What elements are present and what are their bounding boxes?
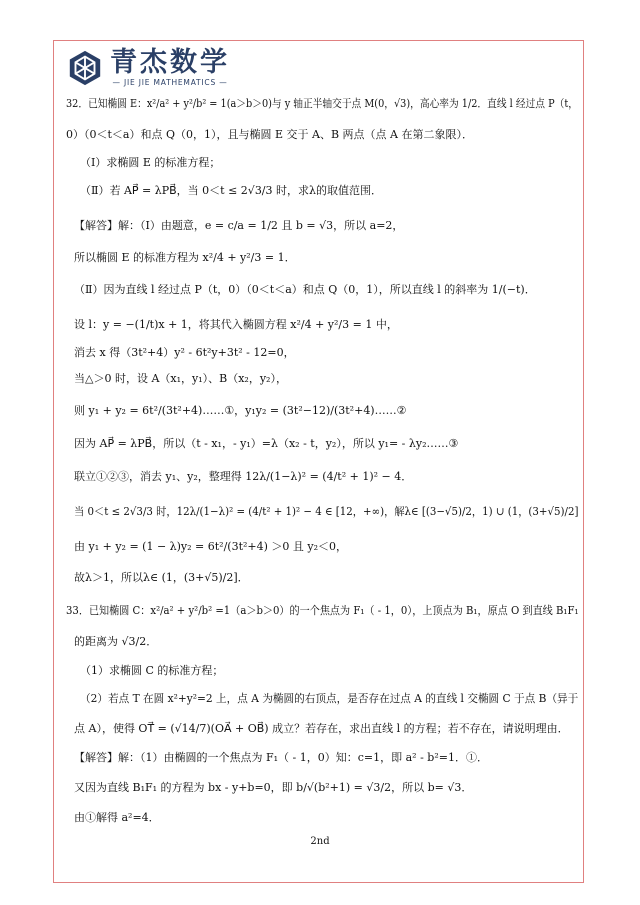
solution-32-line-11: 由 y₁ + y₂ = (1 − λ)y₂ = 6t²/(3t²+4) ＞0 且 y₂＜0，	[74, 540, 348, 553]
logo-subtitle: — JIE JIE MATHEMATICS —	[112, 78, 228, 87]
solution-32-line-8: 因为 AP⃗ = λPB⃗，所以（t - x₁，- y₁）=λ（x₂ - t，y₂），所以 y₁= - λy₂……③	[74, 437, 459, 450]
solution-32-line-5: 消去 x 得（3t²+4）y² - 6t²y+3t² - 12=0，	[74, 346, 295, 359]
solution-32-line-12: 故λ＞1，所以λ∈ (1，(3+√5)/2]．	[74, 571, 249, 584]
problem-33-part-2-cont: 点 A），使得 OT⃗ = (√14/7)(OA⃗ + OB⃗) 成立？若存在，求出直线 l 的方程；若不存在，请说明理由．	[74, 722, 569, 735]
solution-33-line-1: 【解答】解：（1）由椭圆的一个焦点为 F₁（ - 1，0）知：c=1，即 a² - b²=1．①．	[74, 751, 488, 764]
solution-32-line-6: 当△＞0 时，设 A（x₁，y₁）、B（x₂，y₂），	[74, 372, 287, 385]
solution-32-line-2: 所以椭圆 E 的标准方程为 x²/4 + y²/3 = 1．	[74, 251, 296, 264]
logo-title: 青杰数学	[110, 47, 230, 78]
problem-32-part-2: （Ⅱ）若 AP⃗ = λPB⃗，当 0＜t ≤ 2√3/3 时，求λ的取值范围．	[80, 184, 382, 197]
solution-32-line-1: 【解答】解：（Ⅰ）由题意，e = c/a = 1/2 且 b = √3，所以 a=2，	[74, 219, 404, 232]
solution-32-line-10: 当 0＜t ≤ 2√3/3 时，12λ/(1−λ)² = (4/t² + 1)² − 4 ∈ [12，+∞)，解λ∈ [(3−√5)/2，1) ∪ (1，(3+√5)/2]	[74, 505, 579, 518]
problem-32-statement-cont: 0）（0＜t＜a）和点 Q（0，1），且与椭圆 E 交于 A、B 两点（点 A 在第二象限）．	[66, 128, 473, 141]
problem-32-statement: 32．已知椭圆 E：x²/a² + y²/b² = 1(a＞b＞0)与 y 轴正半轴交于点 M(0，√3)，高心率为 1/2．直线 l 经过点 P（t，	[66, 97, 578, 110]
solution-32-line-3: （Ⅱ）因为直线 l 经过点 P（t，0）（0＜t＜a）和点 Q（0，1），所以直线 l 的斜率为 1/(−t)．	[74, 283, 536, 296]
solution-32-line-4: 设 l：y = −(1/t)x + 1，将其代入椭圆方程 x²/4 + y²/3 = 1 中，	[74, 318, 398, 331]
solution-32-line-7: 则 y₁ + y₂ = 6t²/(3t²+4)……①，y₁y₂ = (3t²−12)/(3t²+4)……②	[74, 404, 407, 417]
solution-32-line-9: 联立①②③，消去 y₁、y₂，整理得 12λ/(1−λ)² = (4/t² + 1)² − 4．	[74, 470, 413, 483]
problem-33-statement-cont: 的距离为 √3/2．	[74, 635, 158, 648]
problem-33-statement: 33．已知椭圆 C：x²/a² + y²/b² =1（a＞b＞0）的一个焦点为 F₁（ - 1，0），上顶点为 B₁，原点 O 到直线 B₁F₁	[66, 604, 579, 617]
solution-33-line-2: 又因为直线 B₁F₁ 的方程为 bx - y+b=0，即 b/√(b²+1) = √3/2，所以 b= √3．	[74, 781, 473, 794]
problem-33-part-2: （2）若点 T 在圆 x²+y²=2 上，点 A 为椭圆的右顶点，是否存在过点 A 的直线 l 交椭圆 C 于点 B（异于	[80, 692, 579, 705]
page-number: 2nd	[310, 836, 330, 847]
problem-32-part-1: （Ⅰ）求椭圆 E 的标准方程；	[80, 156, 221, 169]
problem-33-part-1: （1）求椭圆 C 的标准方程；	[80, 664, 224, 677]
solution-33-line-3: 由①解得 a²=4．	[74, 811, 160, 824]
